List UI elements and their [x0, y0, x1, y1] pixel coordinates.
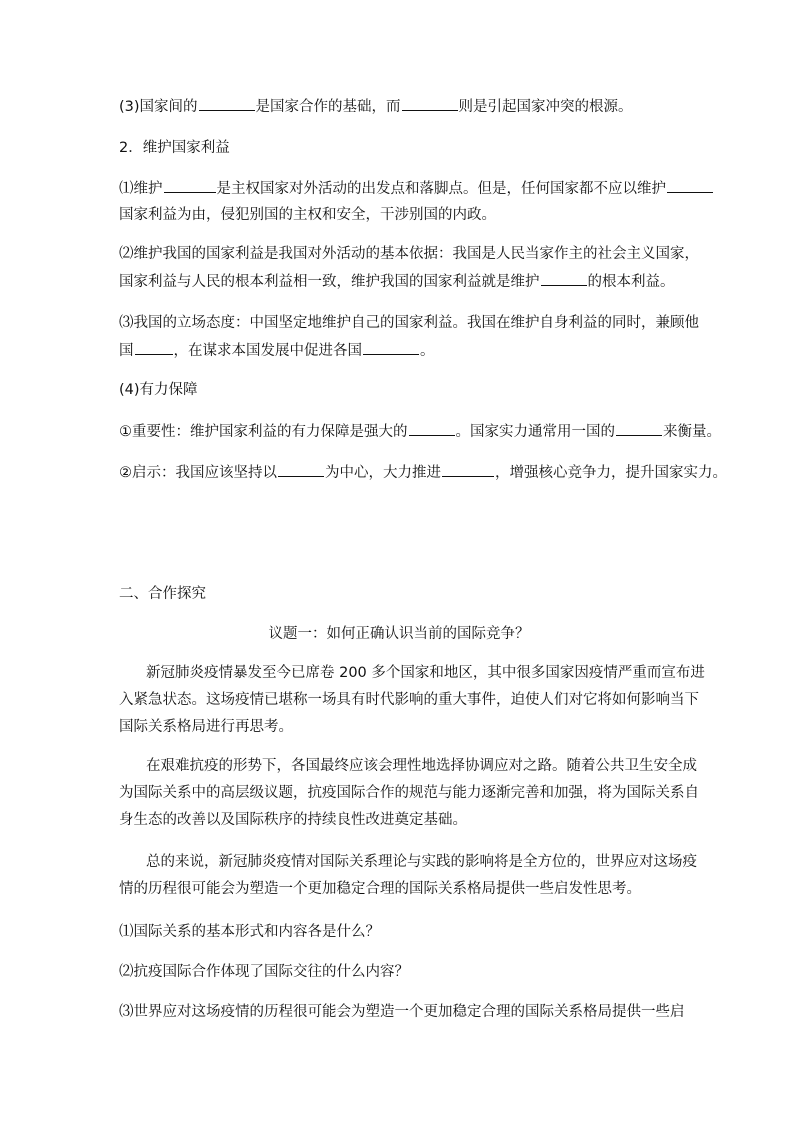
para1-line3: 国际关系格局进行再思考。 — [119, 719, 293, 735]
question-3: ⑶世界应对这场疫情的历程很可能会为塑造一个更加稳定合理的国际关系格局提供一些启 — [119, 1004, 685, 1020]
text: 是主权国家对外活动的出发点和落脚点。但是，任何国家都不应以维护 — [216, 181, 666, 197]
fill-blank[interactable] — [667, 178, 713, 193]
p4-2-line — [119, 462, 727, 483]
text: 国 — [119, 343, 134, 359]
fill-blank[interactable] — [164, 178, 216, 193]
question-1: ⑴国际关系的基本形式和内容各是什么？ — [119, 924, 380, 940]
text: 是国家合作的基础，而 — [255, 99, 401, 115]
p4-1-line — [119, 421, 721, 442]
text: ①重要性：维护国家利益的有力保障是强大的 — [119, 424, 408, 440]
text: ，在谋求本国发展中促进各国 — [173, 343, 362, 359]
fill-blank[interactable] — [409, 421, 455, 436]
para1-line1: 新冠肺炎疫情暴发至今已席卷 200 多个国家和地区，其中很多国家因疫情严重而宣布进 — [146, 665, 705, 681]
item-3-line — [119, 96, 679, 117]
fill-blank[interactable] — [402, 96, 458, 111]
text: 。国家实力通常用一国的 — [455, 424, 615, 440]
fill-blank[interactable] — [135, 340, 173, 355]
fill-blank[interactable] — [199, 96, 255, 111]
para3-line2: 情的历程很可能会为塑造一个更加稳定合理的国际关系格局提供一些启发性思考。 — [119, 881, 641, 897]
fill-blank[interactable] — [363, 340, 419, 355]
section-2-heading: 二、合作探究 — [119, 586, 206, 602]
text: 来衡量。 — [663, 424, 721, 440]
para2-line3: 身生态的改善以及国际秩序的持续良性改进奠定基础。 — [119, 812, 467, 828]
text: ⑴维护 — [119, 181, 163, 197]
p3-line2 — [119, 340, 679, 361]
p2-line1: ⑵维护我国的国家利益是我国对外活动的基本依据：我国是人民当家作主的社会主义国家， — [119, 246, 699, 262]
text: 的根本利益。 — [587, 274, 675, 290]
p2-line2 — [119, 271, 679, 292]
p1-line2: 国家利益为由，侵犯别国的主权和安全，干涉别国的内政。 — [119, 207, 496, 223]
p4-heading: (4)有力保障 — [119, 382, 198, 398]
para2-line1: 在艰难抗疫的形势下，各国最终应该会理性地选择协调应对之路。随着公共卫生安全成 — [146, 758, 697, 774]
fill-blank[interactable] — [442, 462, 494, 477]
text: ，增强核心竞争力，提升国家实力。 — [495, 465, 727, 481]
question-2: ⑵抗疫国际合作体现了国际交往的什么内容？ — [119, 964, 409, 980]
text: 则是引起国家冲突的根源。 — [458, 99, 633, 115]
para3-line1: 总的来说，新冠肺炎疫情对国际关系理论与实践的影响将是全方位的，世界应对这场疫 — [146, 854, 697, 870]
text: ②启示：我国应该坚持以 — [119, 465, 277, 481]
fill-blank[interactable] — [541, 271, 587, 286]
p3-line1: ⑶我国的立场态度：中国坚定地维护自己的国家利益。我国在维护自身利益的同时，兼顾他 — [119, 315, 699, 331]
fill-blank[interactable] — [616, 421, 662, 436]
fill-blank[interactable] — [278, 462, 324, 477]
text: 。 — [420, 343, 435, 359]
topic-title: 议题一：如何正确认识当前的国际竞争？ — [268, 626, 530, 642]
p1-line1 — [119, 178, 679, 199]
para1-line2: 入紧急状态。这场疫情已堪称一场具有时代影响的重大事件，迫使人们对它将如何影响当下 — [119, 692, 699, 708]
heading-2: 2．维护国家利益 — [119, 140, 230, 156]
text: 国家利益与人民的根本利益相一致，维护我国的国家利益就是维护 — [119, 274, 540, 290]
text: 为中心，大力推进 — [325, 465, 441, 481]
text: (3)国家间的 — [119, 99, 198, 115]
para2-line2: 为国际关系中的高层级议题，抗疫国际合作的规范与能力逐渐完善和加强，将为国际关系自 — [119, 785, 699, 801]
